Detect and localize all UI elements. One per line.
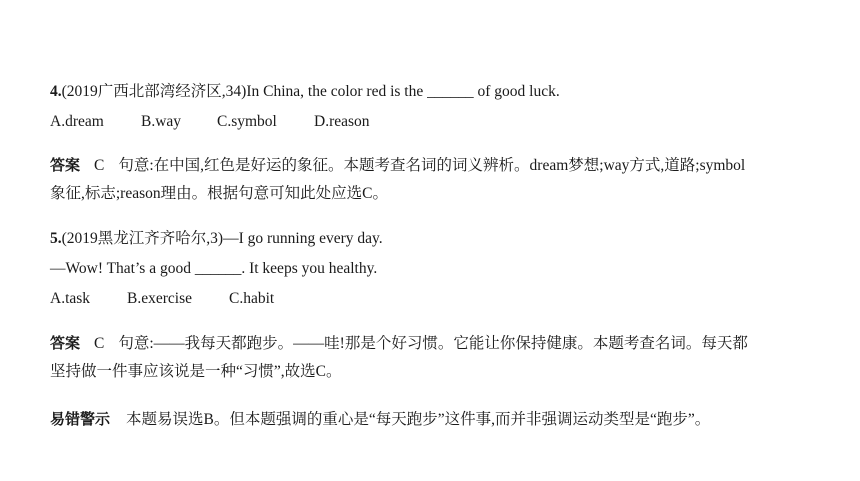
question-5-explanation-cont — [50, 362, 341, 382]
option-b: B.way — [141, 113, 182, 130]
answer-explanation: 句意:在中国,红色是好运的象征。本题考查名词的词义辨析。dream梦想;way方式,道路;symbol — [118, 157, 746, 174]
answer-letter: C — [94, 335, 105, 352]
option-d: D.reason — [314, 113, 370, 130]
question-5-answer — [50, 333, 748, 354]
option-a: A.dream — [50, 113, 104, 130]
question-5-number: 5. — [50, 230, 62, 247]
question-5-text-cont: —Wow! That’s a good ______. It keeps you healthy. — [50, 260, 378, 277]
question-5-stem-line2 — [50, 259, 377, 279]
warning-label: 易错警示 — [50, 410, 111, 428]
answer-explanation-cont: 坚持做一件事应该说是一种“习惯”,故选C。 — [50, 363, 342, 380]
option-b: B.exercise — [127, 290, 192, 307]
answer-explanation-cont: 象征,标志;reason理由。根据句意可知此处应选C。 — [50, 185, 388, 202]
question-5-stem — [50, 229, 383, 249]
answer-label: 答案 — [50, 334, 81, 352]
question-5-options — [50, 289, 274, 309]
question-4-text: (2019广西北部湾经济区,34)In China, the color red is the ______ of good luck. — [61, 83, 560, 100]
warning-text: 本题易误选B。但本题强调的重心是“每天跑步”这件事,而并非强调运动类型是“跑步”。 — [126, 411, 711, 428]
option-c: C.symbol — [217, 113, 277, 130]
question-4-answer — [50, 155, 745, 176]
option-c: C.habit — [229, 290, 275, 307]
answer-letter: C — [94, 157, 105, 174]
option-a: A.task — [50, 290, 91, 307]
question-4-number: 4. — [50, 83, 62, 100]
question-4-explanation-cont — [50, 184, 388, 204]
error-warning — [50, 409, 710, 430]
question-5-text: (2019黑龙江齐齐哈尔,3)—I go running every day. — [61, 230, 383, 247]
answer-explanation: 句意:——我每天都跑步。——哇!那是个好习惯。它能让你保持健康。本题考查名词。每天都 — [118, 335, 748, 352]
question-4-stem — [50, 82, 560, 102]
question-4-options — [50, 112, 370, 132]
answer-label: 答案 — [50, 156, 81, 174]
